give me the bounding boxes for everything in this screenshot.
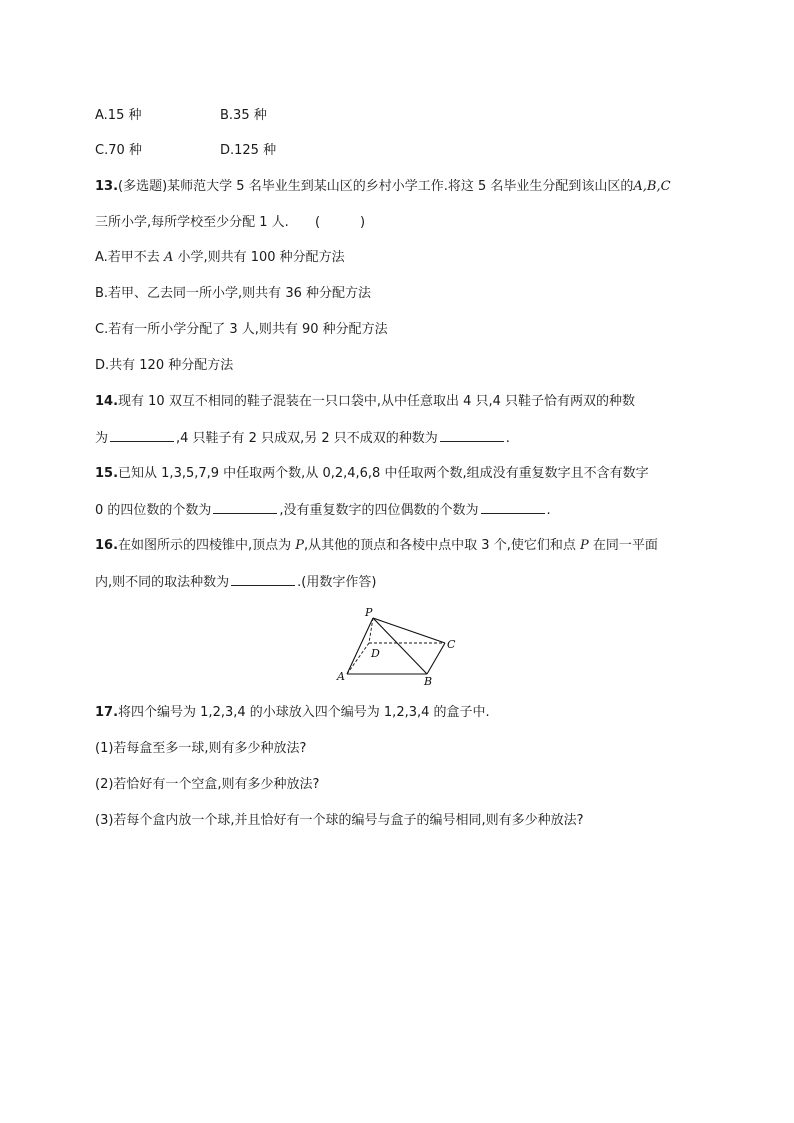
label-c: C bbox=[447, 638, 456, 651]
q16-text-1b: ,从其他的顶点和各棱中点中取 3 个,使它们和点 bbox=[304, 538, 580, 553]
q16-var-p1: P bbox=[295, 538, 305, 553]
q13-option-a-var: A bbox=[163, 250, 174, 265]
q14-blank-2[interactable] bbox=[440, 428, 504, 442]
q16-text-2b: .(用数字作答) bbox=[297, 575, 377, 590]
q13-option-c: C.若有一所小学分配了 3 人,则共有 90 种分配方法 bbox=[95, 322, 388, 337]
q16-stem-line2 bbox=[95, 572, 376, 593]
q13-stem-line1 bbox=[95, 177, 671, 197]
edge-pa bbox=[347, 618, 373, 674]
q16-text-2a: 内,则不同的取法种数为 bbox=[95, 575, 230, 590]
q15-blank-1[interactable] bbox=[213, 500, 277, 514]
q14-text-1: 现有 10 双互不相同的鞋子混装在一只口袋中,从中任意取出 4 只,4 只鞋子恰有两双的种数 bbox=[118, 394, 636, 409]
q15-text-1: 已知从 1,3,5,7,9 中任取两个数,从 0,2,4,6,8 中任取两个数,组成没有重复数字且不含有数字 bbox=[118, 466, 649, 481]
q16-text-1a: 在如图所示的四棱锥中,顶点为 bbox=[118, 538, 296, 553]
q12-option-a: A.15 种 bbox=[95, 108, 142, 123]
q16-blank-1[interactable] bbox=[231, 572, 295, 586]
q17-text: 将四个编号为 1,2,3,4 的小球放入四个编号为 1,2,3,4 的盒子中. bbox=[118, 705, 490, 720]
q15-stem-line2 bbox=[95, 500, 551, 521]
q13-stem-line2 bbox=[95, 213, 365, 233]
q13-number: 13. bbox=[95, 179, 119, 194]
q15-number: 15. bbox=[95, 466, 119, 481]
label-a: A bbox=[337, 670, 345, 683]
edge-pc bbox=[373, 618, 445, 643]
q14-blank-1[interactable] bbox=[110, 428, 174, 442]
pyramid-figure bbox=[335, 605, 465, 687]
q17-number: 17. bbox=[95, 705, 119, 720]
q12-option-c: C.70 种 bbox=[95, 143, 142, 158]
label-p: P bbox=[365, 606, 373, 619]
q13-option-a-pre: A.若甲不去 bbox=[95, 250, 164, 265]
q14-text-2c: . bbox=[505, 431, 510, 446]
q12-option-b: B.35 种 bbox=[220, 108, 267, 123]
q13-option-a-post: 小学,则共有 100 种分配方法 bbox=[173, 250, 345, 265]
q13-text-1: (多选题)某师范大学 5 名毕业生到某山区的乡村小学工作.将这 5 名毕业生分配到该山区的 bbox=[118, 179, 634, 194]
q17-sub1: (1)若每盒至多一球,则有多少种放法? bbox=[95, 741, 307, 756]
q13-option-d: D.共有 120 种分配方法 bbox=[95, 358, 234, 373]
q13-option-b: B.若甲、乙去同一所小学,则共有 36 种分配方法 bbox=[95, 286, 371, 301]
q13-vars: A,B,C bbox=[633, 179, 671, 194]
q13-text-2: 三所小学,每所学校至少分配 1 人. bbox=[95, 215, 289, 230]
q17-stem bbox=[95, 703, 490, 723]
q14-number: 14. bbox=[95, 394, 119, 409]
q13-paren-open: ( bbox=[314, 215, 321, 230]
q13-paren-close: ) bbox=[360, 215, 366, 230]
q16-number: 16. bbox=[95, 538, 119, 553]
q17-sub2: (2)若恰好有一个空盒,则有多少种放法? bbox=[95, 777, 320, 792]
edge-bc bbox=[427, 643, 445, 674]
q14-stem-line1 bbox=[95, 392, 635, 412]
q14-text-2b: ,4 只鞋子有 2 只成双,另 2 只不成双的种数为 bbox=[176, 431, 438, 446]
q15-text-2b: ,没有重复数字的四位偶数的个数为 bbox=[279, 503, 479, 518]
q14-stem-line2 bbox=[95, 428, 510, 449]
q15-stem-line1 bbox=[95, 464, 649, 484]
edge-ad bbox=[347, 643, 369, 674]
q16-stem-line1 bbox=[95, 536, 658, 556]
q15-text-2c: . bbox=[546, 503, 551, 518]
q15-blank-2[interactable] bbox=[481, 500, 545, 514]
q14-text-2a: 为 bbox=[95, 431, 109, 446]
label-b: B bbox=[424, 675, 433, 687]
q13-option-a bbox=[95, 248, 345, 268]
q16-var-p2: P bbox=[579, 538, 589, 553]
q12-option-d: D.125 种 bbox=[220, 143, 277, 158]
q15-text-2a: 0 的四位数的个数为 bbox=[95, 503, 212, 518]
q17-sub3: (3)若每个盒内放一个球,并且恰好有一个球的编号与盒子的编号相同,则有多少种放法? bbox=[95, 813, 584, 828]
q16-text-1c: 在同一平面 bbox=[588, 538, 658, 553]
label-d: D bbox=[371, 647, 380, 660]
edge-pb bbox=[373, 618, 427, 674]
